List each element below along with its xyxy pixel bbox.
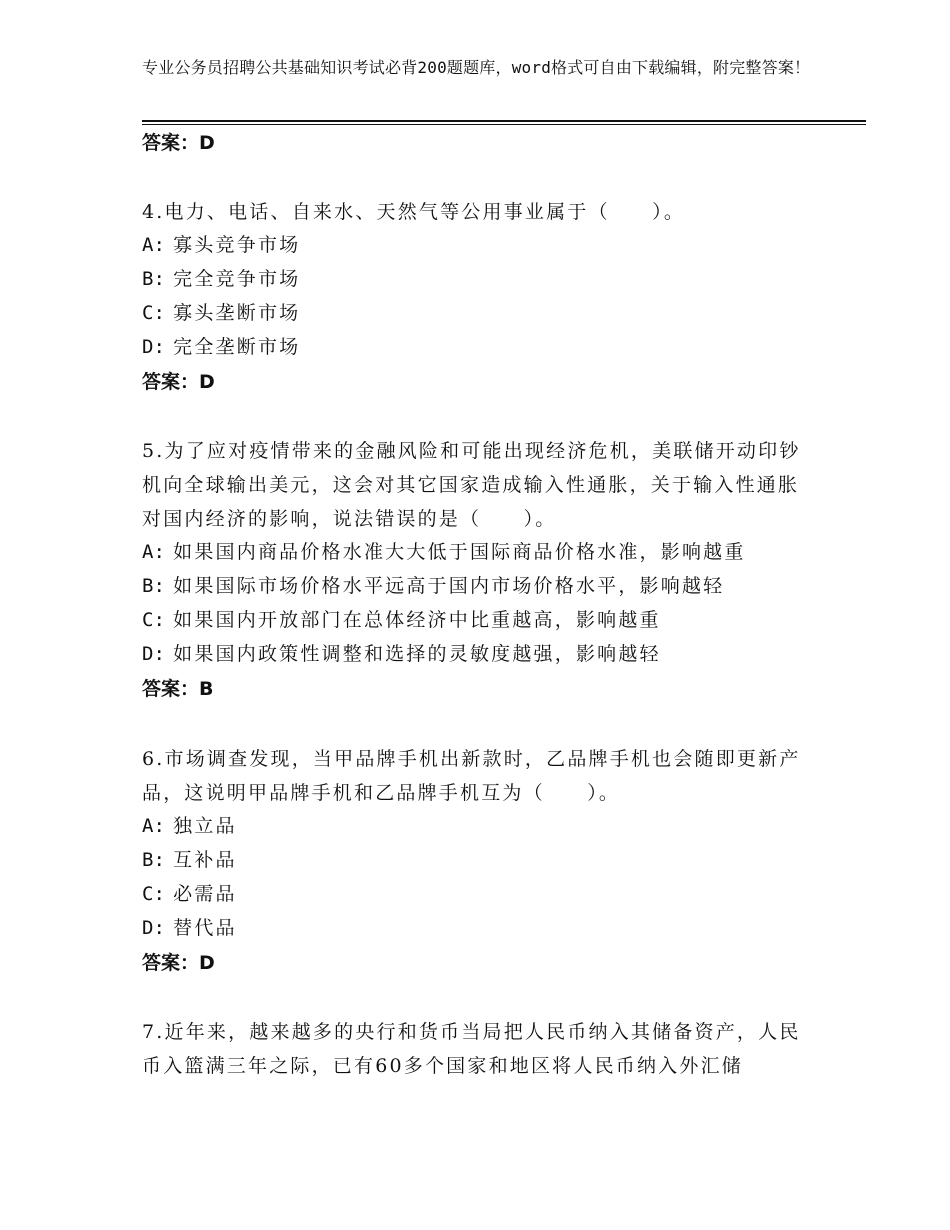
header-divider-thin: [142, 124, 866, 125]
question-4-text: 4.电力、电话、自来水、天然气等公用事业属于（ ）。: [142, 201, 686, 223]
question-6-option-d: D: 替代品: [142, 917, 237, 939]
question-7-text: 7.近年来，越来越多的央行和货币当局把人民币纳入其储备资产，人民币入篮满三年之际，已有60多个国家和地区将人民币纳入外汇储: [142, 1021, 801, 1077]
question-4-option-a: A: 寡头竞争市场: [142, 234, 301, 256]
question-5-option-b: B: 如果国际市场价格水平远高于国内市场价格水平，影响越轻: [142, 575, 725, 597]
answer-q4: 答案：D: [142, 371, 215, 393]
question-5-text: 5.为了应对疫情带来的金融风险和可能出现经济危机，美联储开动印钞机向全球输出美元，这会对其它国家造成输入性通胀，关于输入性通胀对国内经济的影响，说法错误的是（ ）。: [142, 440, 801, 530]
question-5-option-c: C: 如果国内开放部门在总体经济中比重越高，影响越重: [142, 609, 661, 631]
header-divider: [142, 120, 866, 126]
answer-q3: 答案：D: [142, 132, 215, 154]
question-5-option-a: A: 如果国内商品价格水准大大低于国际商品价格水准，影响越重: [142, 541, 746, 563]
question-4-option-d: D: 完全垄断市场: [142, 336, 301, 358]
question-6-option-b: B: 互补品: [142, 849, 237, 871]
answer-q6: 答案：D: [142, 952, 215, 974]
question-5-option-d: D: 如果国内政策性调整和选择的灵敏度越强，影响越轻: [142, 643, 661, 665]
question-6-text: 6.市场调查发现，当甲品牌手机出新款时，乙品牌手机也会随即更新产品，这说明甲品牌手机和乙品牌手机互为（ ）。: [142, 748, 801, 804]
answer-q5: 答案：B: [142, 678, 214, 700]
question-6-option-a: A: 独立品: [142, 815, 237, 837]
question-4-option-c: C: 寡头垄断市场: [142, 302, 301, 324]
document-header: 专业公务员招聘公共基础知识考试必背200题题库，word格式可自由下载编辑，附完整答案！: [142, 58, 811, 77]
question-6-option-c: C: 必需品: [142, 883, 237, 905]
header-divider-thick: [142, 120, 866, 122]
question-4-option-b: B: 完全竞争市场: [142, 268, 301, 290]
